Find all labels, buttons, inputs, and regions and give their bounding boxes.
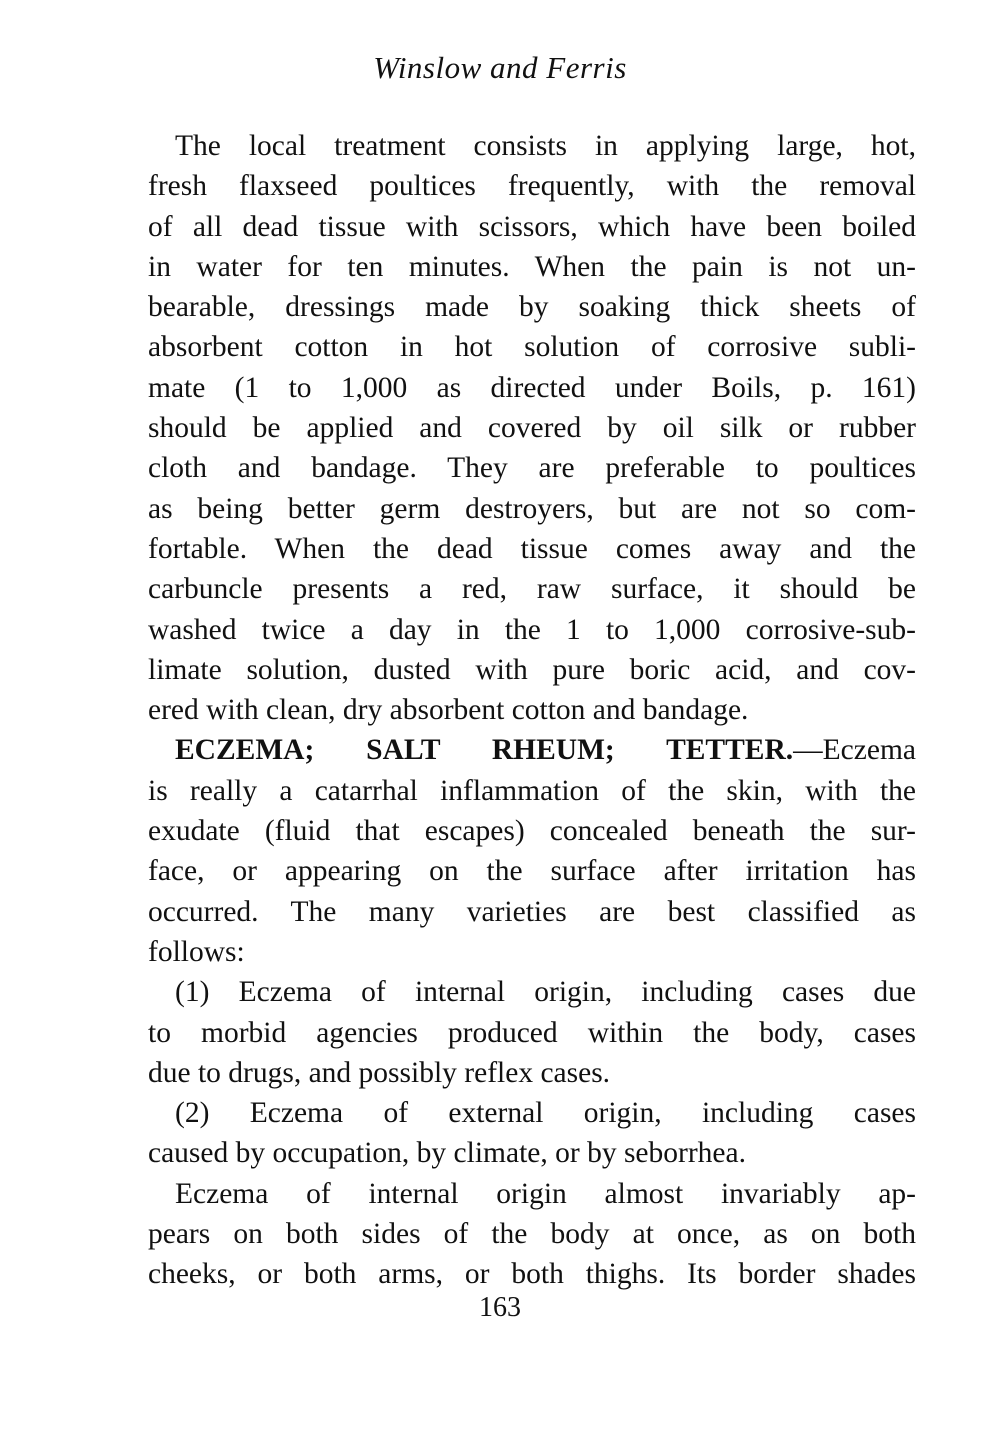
text-line: in water for ten minutes. When the pain is not un- [148, 250, 916, 283]
text-line: pears on both sides of the body at once, as on both [148, 1218, 916, 1251]
text-line: to morbid agencies produced within the body, cases [148, 1016, 916, 1049]
text-line: Eczema of internal origin almost invariably ap- [175, 1177, 916, 1210]
text-line: washed twice a day in the 1 to 1,000 corrosive-sub- [148, 613, 916, 646]
text-line [148, 730, 916, 770]
text-line: bearable, dressings made by soaking thick sheets of [148, 291, 916, 324]
text-line: face, or appearing on the surface after irritation has [148, 855, 916, 888]
paragraph [148, 1093, 916, 1174]
running-head: Winslow and Ferris [373, 50, 627, 85]
paragraph [148, 972, 916, 1093]
text-line: limate solution, dusted with pure boric acid, and cov- [148, 653, 916, 686]
text-line: occurred. The many varieties are best classified as [148, 895, 916, 928]
text-line: exudate (fluid that escapes) concealed beneath the sur- [148, 815, 916, 848]
page-number: 163 [479, 1292, 521, 1323]
paragraph [148, 126, 916, 730]
text-line: follows: [148, 935, 245, 968]
paragraph [148, 1174, 916, 1295]
text-line: is really a catarrhal inflammation of the skin, with the [148, 774, 916, 807]
text-line: absorbent cotton in hot solution of corrosive subli- [148, 331, 916, 364]
text-line: fresh flaxseed poultices frequently, with the removal [148, 170, 916, 203]
body-text [148, 126, 916, 1295]
text-line: due to drugs, and possibly reflex cases. [148, 1056, 611, 1089]
text-line: should be applied and covered by oil silk or rubber [148, 412, 916, 445]
text-line: carbuncle presents a red, raw surface, it should be [148, 573, 916, 606]
text-line: fortable. When the dead tissue comes away and the [148, 532, 916, 565]
section-paragraph [148, 730, 916, 972]
text-line: (1) Eczema of internal origin, including cases due [175, 976, 916, 1009]
text-line: ered with clean, dry absorbent cotton and bandage. [148, 694, 749, 727]
text-run: —Eczema [793, 734, 916, 767]
text-line: cloth and bandage. They are preferable to poultices [148, 452, 916, 485]
section-heading: ECZEMA; SALT RHEUM; TETTER. [175, 734, 794, 767]
text-line: cheeks, or both arms, or both thighs. Its border shades [148, 1258, 916, 1291]
text-line: of all dead tissue with scissors, which have been boiled [148, 210, 916, 243]
text-line: mate (1 to 1,000 as directed under Boils, p. 161) [148, 371, 916, 404]
text-line: caused by occupation, by climate, or by seborrhea. [148, 1137, 746, 1170]
text-line: The local treatment consists in applying large, hot, [175, 130, 916, 162]
text-line: as being better germ destroyers, but are not so com- [148, 492, 916, 525]
text-line: (2) Eczema of external origin, including cases [175, 1097, 916, 1130]
